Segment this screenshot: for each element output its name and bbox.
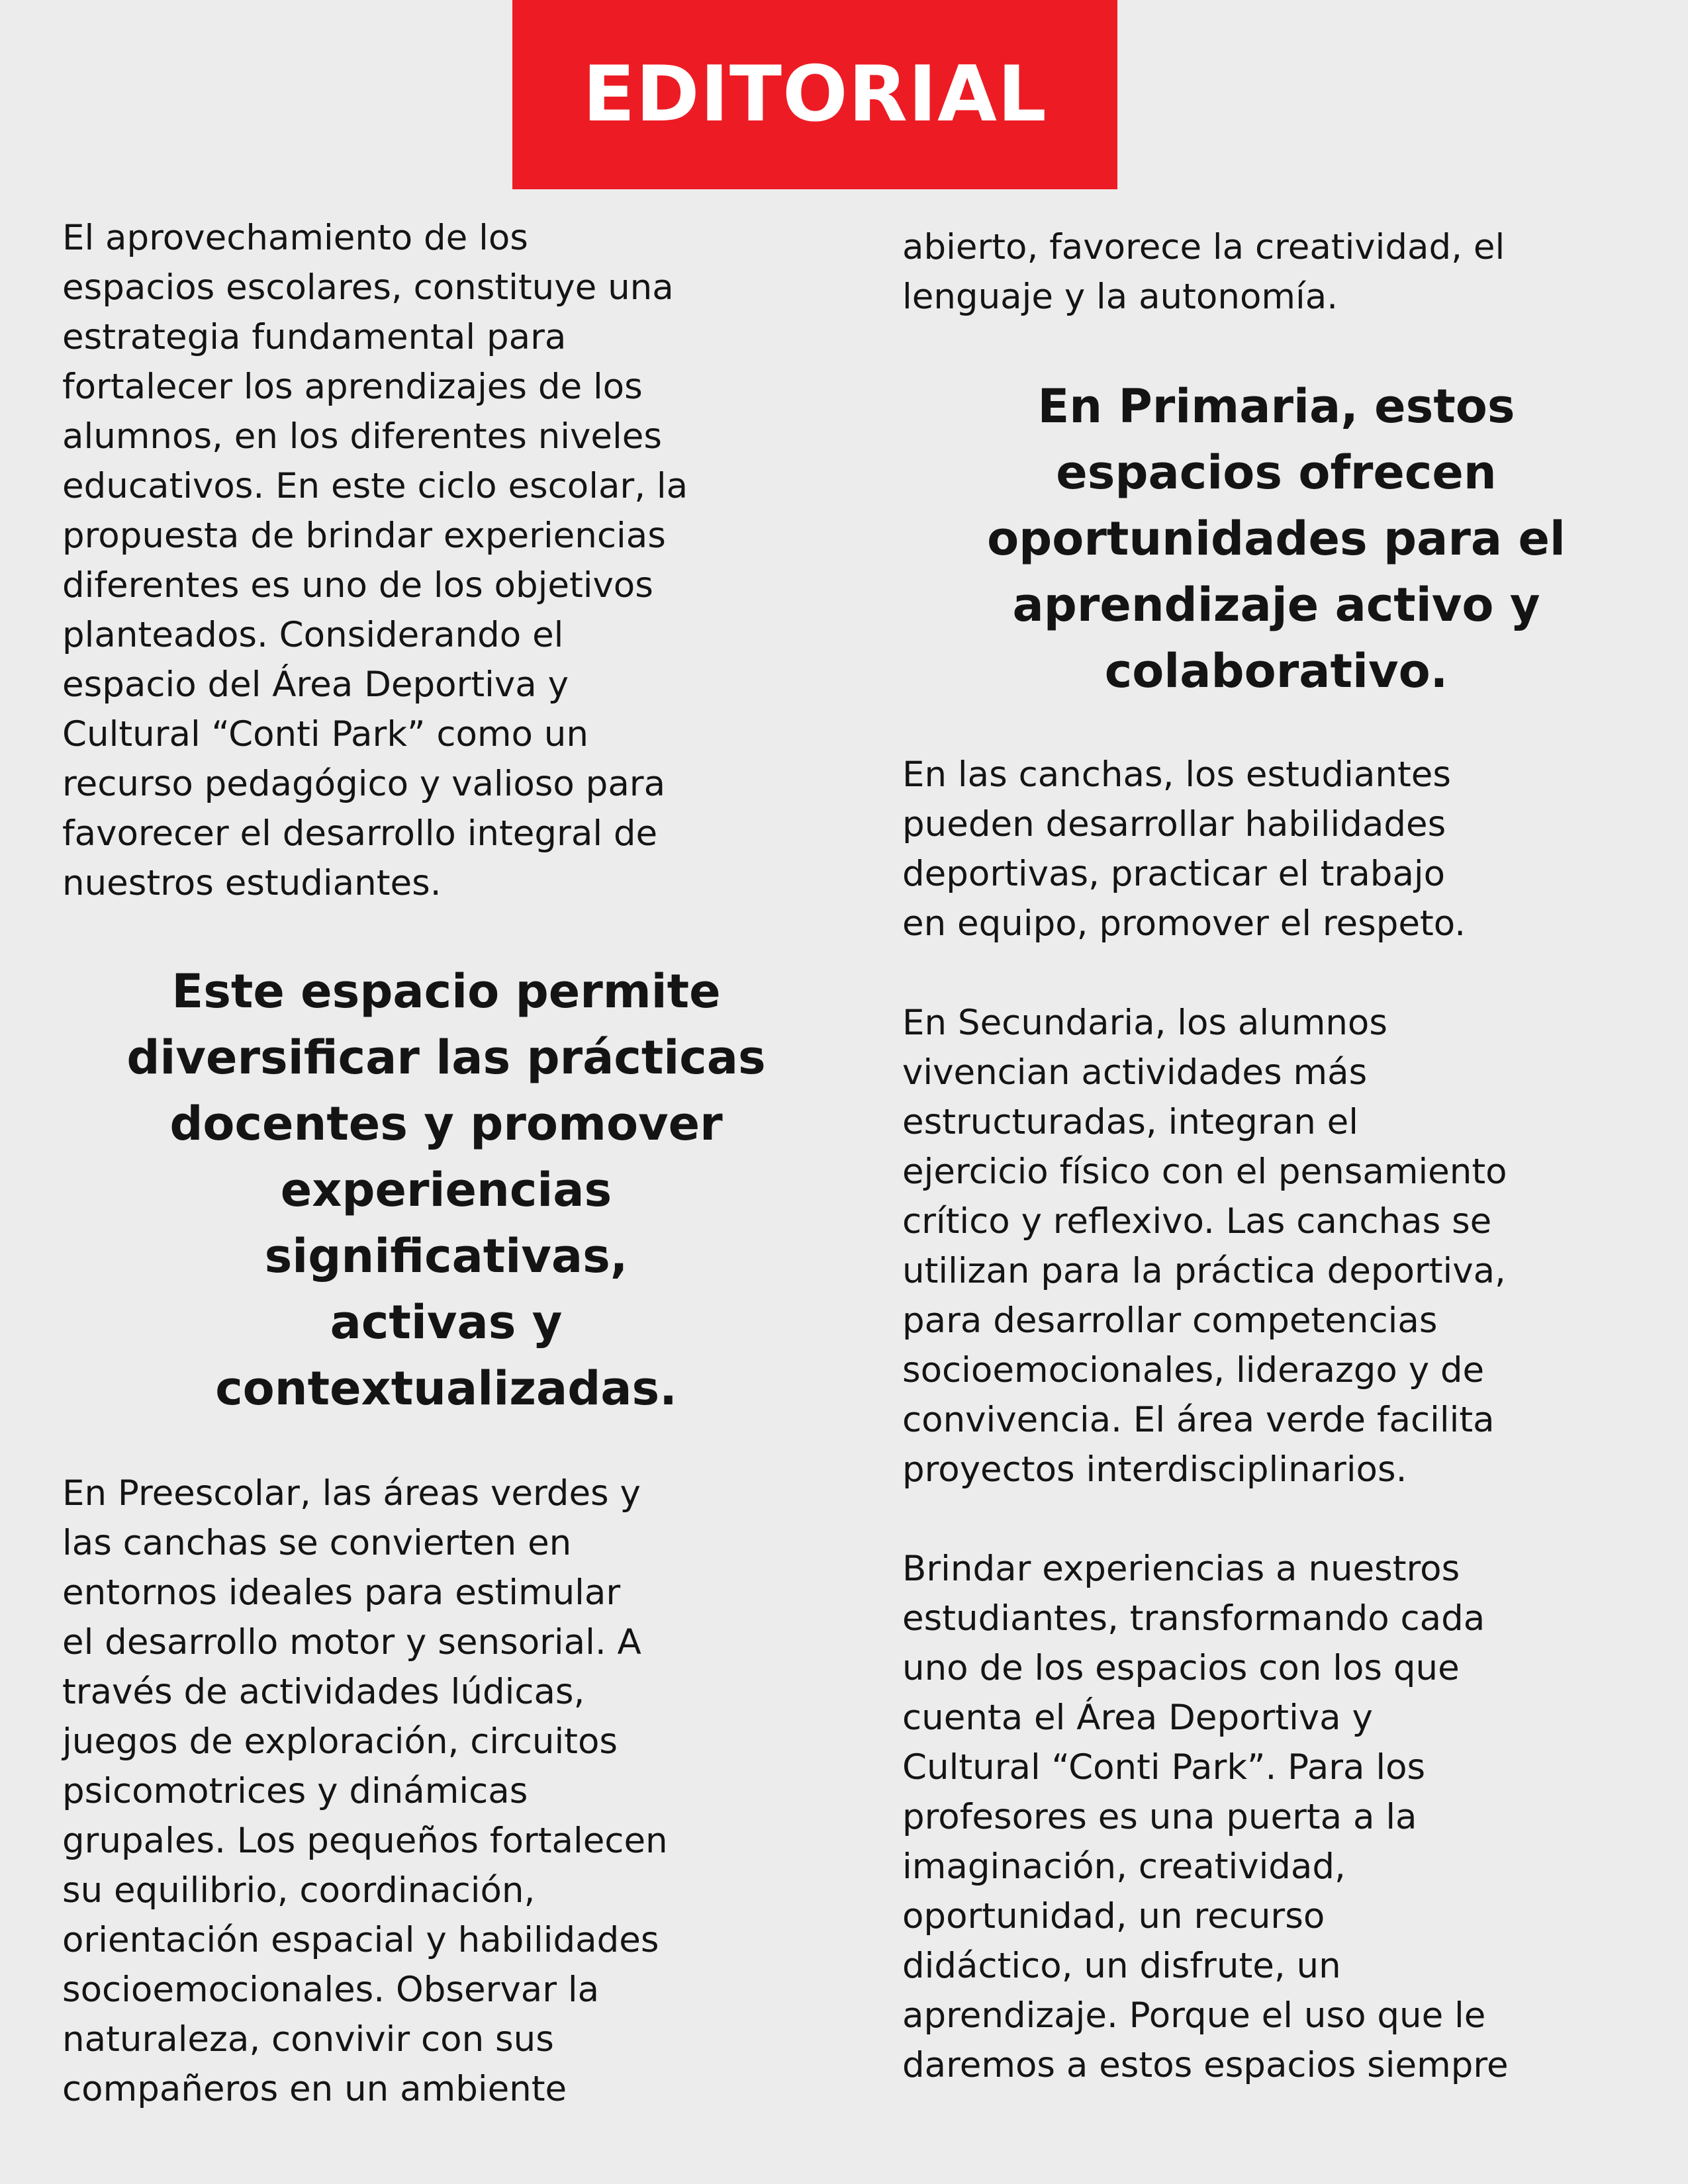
page-title: EDITORIAL <box>583 50 1047 139</box>
preescolar-paragraph: En Preescolar, las áreas verdes y las canchas se convierten en entornos ideales para estimular el desarrollo motor y sensorial. A través de actividades lúdicas, juegos de exploración, circuitos psicomotrices y dinámicas grupales. Los pequeños fortalecen su equilibrio, coordinación, orientación espacial y habilidades socioemocionales. Observar la naturaleza, convivir con sus compañeros en un ambiente <box>62 1473 668 2109</box>
continuation-paragraph: abierto, favorece la creatividad, el lenguaje y la autonomía. <box>902 227 1505 317</box>
intro-paragraph: El aprovechamiento de los espacios escolares, constituye una estrategia fundamental para fortalecer los aprendizajes de los alumnos, en los diferentes niveles educativos. En este ciclo escolar, la propuesta de brindar experiencias diferentes es uno de los objetivos planteados. Considerando el espacio del Área Deportiva y Cultural “Conti Park” como un recurso pedagógico y valioso para favorecer el desarrollo integral de nuestros estudiantes. <box>62 218 688 903</box>
brindar-paragraph: Brindar experiencias a nuestros estudiantes, transformando cada uno de los espacios con los que cuenta el Área Deportiva y Cultural “Conti Park”. Para los profesores es una puerta a la imaginación, creatividad, oportunidad, un recurso didáctico, un disfrute, un aprendizaje. Porque el uso que le daremos a estos espacios siempre <box>902 1549 1509 2085</box>
pull-quote-left: Este espacio permite diversificar las prácticas docentes y promover experiencias significativas, activas y contextualizadas. <box>126 964 766 1416</box>
editorial-banner <box>512 0 1117 189</box>
secundaria-paragraph: En Secundaria, los alumnos vivencian actividades más estructuradas, integran el ejercicio físico con el pensamiento crítico y reflexivo. Las canchas se utilizan para la práctica deportiva, para desarrollar competencias socioemocionales, liderazgo y de convivencia. El área verde facilita proyectos interdisciplinarios. <box>902 1003 1507 1490</box>
canchas-paragraph: En las canchas, los estudiantes pueden desarrollar habilidades deportivas, practicar el trabajo en equipo, promover el respeto. <box>902 754 1466 944</box>
pull-quote-right: En Primaria, estos espacios ofrecen oportunidades para el aprendizaje activo y colaborativo. <box>987 379 1566 698</box>
